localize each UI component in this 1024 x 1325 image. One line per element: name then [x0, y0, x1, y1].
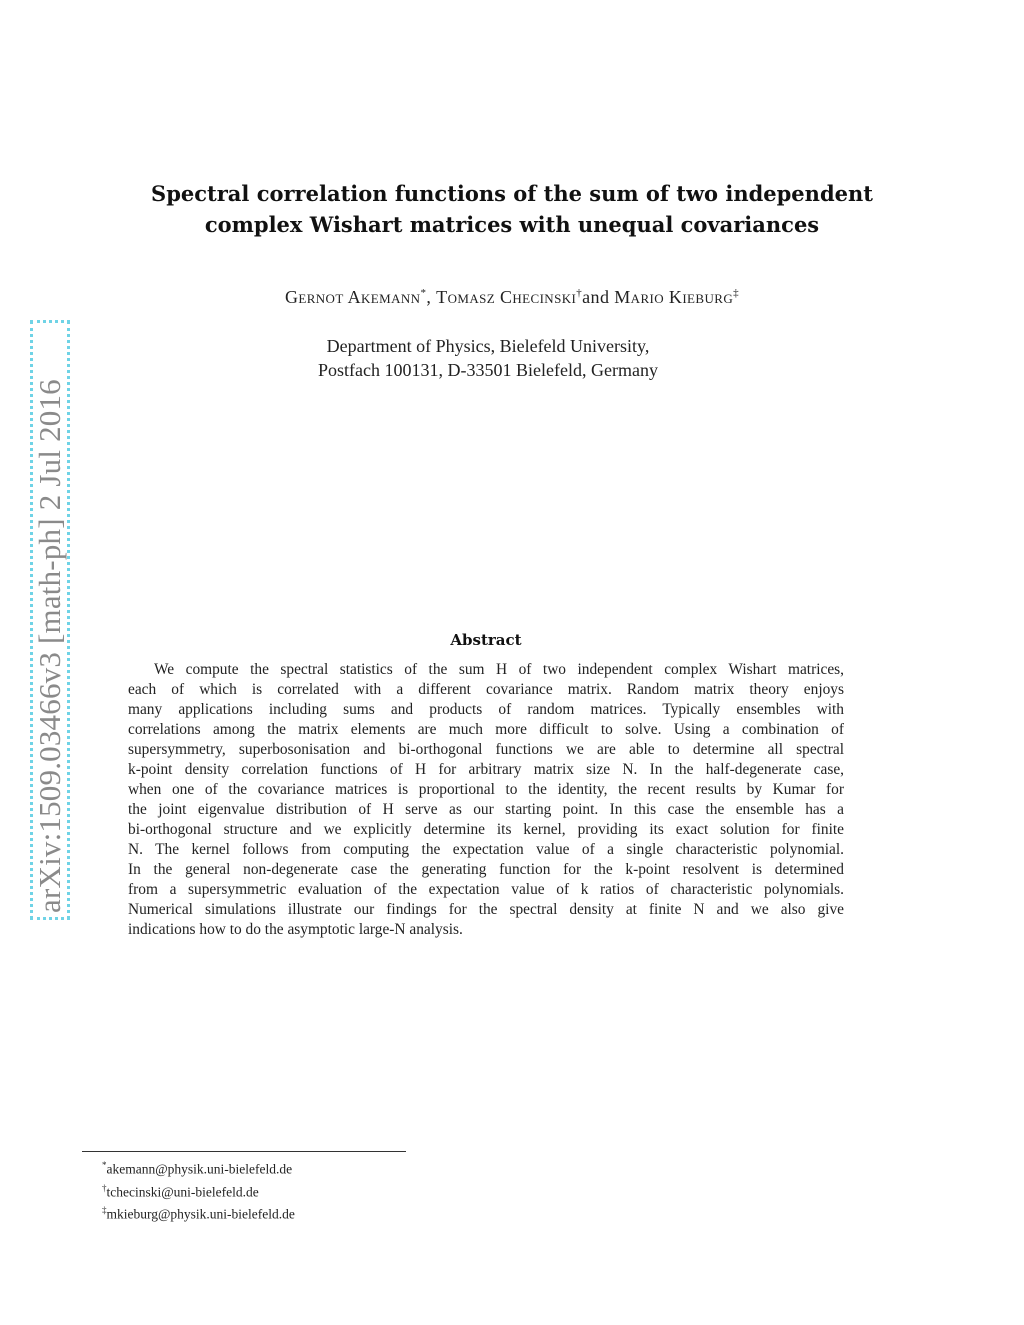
footnote-email[interactable]: mkieburg@physik.uni-bielefeld.de [106, 1206, 295, 1222]
abstract-line: N. The kernel follows from computing the expectation value of a single characteristic polynomial. [128, 841, 844, 858]
abstract-line: k-point density correlation functions of H for arbitrary matrix size N. In the half-degenerate case, [128, 761, 844, 778]
author-name-1: Gernot Akemann [284, 287, 421, 307]
footnote-item [102, 1201, 295, 1224]
footnote-email[interactable]: akemann@physik.uni-bielefeld.de [106, 1161, 293, 1177]
abstract-line: Numerical simulations illustrate our findings for the spectral density at finite N and we also give [128, 901, 844, 918]
affiliation-line-1: Department of Physics, Bielefeld University, [326, 336, 650, 356]
footnote-mark: * [102, 1160, 107, 1170]
abstract-heading: Abstract [450, 631, 522, 649]
footnote-email[interactable]: tchecinski@uni-bielefeld.de [106, 1184, 259, 1199]
author-separator-1: , [426, 287, 437, 307]
abstract-line: many applications including sums and products of random matrices. Typically ensembles with [128, 701, 844, 718]
author-separator-2: and [582, 287, 615, 307]
abstract-line: from a supersymmetric evaluation of the expectation value of k ratios of characteristic polynomials. [128, 881, 844, 898]
footnote-item [102, 1156, 295, 1179]
footnote-item [102, 1179, 295, 1202]
abstract-line: when one of the covariance matrices is proportional to the identity, the recent results by Kumar for [128, 781, 844, 798]
title-line-2: complex Wishart matrices with unequal covariances [204, 212, 820, 237]
author-footnote-mark-3: ‡ [733, 287, 740, 299]
abstract-line: each of which is correlated with a different covariance matrix. Random matrix theory enjoys [128, 681, 844, 698]
author-footnote-mark-2: † [576, 287, 583, 299]
author-name-2: Tomasz Checinski [436, 287, 577, 307]
affiliation-line-2: Postfach 100131, D-33501 Bielefeld, Germany [318, 360, 658, 380]
arxiv-identifier-stamp: arXiv:1509.03466v3 [math-ph] 2 Jul 2016 [30, 320, 70, 920]
abstract-line: indications how to do the asymptotic large-N analysis. [128, 921, 463, 938]
abstract-line: the joint eigenvalue distribution of H serve as our starting point. In this case the ensemble has a [128, 801, 844, 818]
abstract-body [128, 660, 844, 940]
affiliation [0, 334, 976, 382]
author-footnote-mark-1: * [420, 287, 427, 299]
abstract-line: We compute the spectral statistics of the sum H of two independent complex Wishart matrices, [154, 661, 844, 678]
footnote-mark: ‡ [102, 1205, 107, 1215]
author-name-3: Mario Kieburg [614, 287, 734, 307]
abstract-line: bi-orthogonal structure and we explicitly determine its kernel, providing its exact solution for finite [128, 821, 844, 838]
author-list [0, 287, 1024, 308]
title-line-1: Spectral correlation functions of the sum of two independent [151, 181, 873, 206]
abstract-line: correlations among the matrix elements are much more difficult to solve. Using a combination of [128, 721, 844, 738]
footnote-divider [82, 1151, 406, 1152]
abstract-line: In the general non-degenerate case the generating function for the k-point resolvent is determined [128, 861, 844, 878]
footnote-mark: † [102, 1182, 107, 1193]
abstract-line: supersymmetry, superbosonisation and bi-orthogonal functions we are able to determine all spectral [128, 741, 844, 758]
footnotes [102, 1156, 295, 1224]
paper-title [0, 178, 1024, 240]
